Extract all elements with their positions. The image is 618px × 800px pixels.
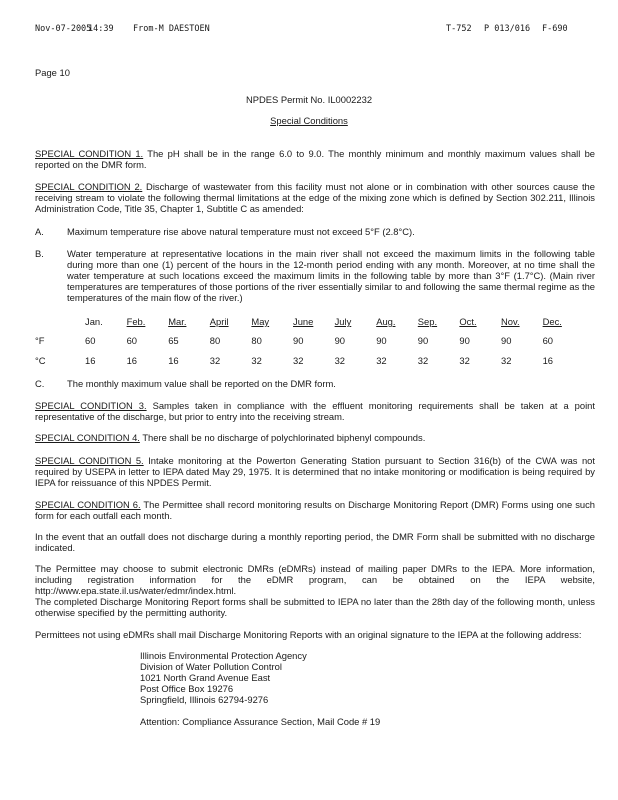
special-condition-1 bbox=[35, 148, 595, 170]
permit-number: NPDES Permit No. IL0002232 bbox=[245, 94, 373, 105]
celsius-value: 32 bbox=[334, 355, 346, 366]
condition-text: Discharge of wastewater from this facility must not alone or in combination with other sources cause the receiving stream to violate the following thermal limitations at the edge of the mixing zone which is defined by Section 302.211, Illinois Administration Code, Title 35, Chapter 1, Subtitle C as amended: bbox=[35, 181, 595, 214]
celsius-value: 32 bbox=[417, 355, 429, 366]
celsius-value: 32 bbox=[501, 355, 512, 366]
fahrenheit-value: 90 bbox=[417, 335, 429, 346]
item-text: Water temperature at representative locations in the main river shall not exceed the maximum limits in the following table during more than one (1) percent of the hours in the 12-month period ending with any month. Moreover, at no time shall the water temperature at such locations exceed the maximum limits in the following table by more than 3°F (1.7°C). (Main river temperatures are temperatures of those portions of the river essentially similar to and following the same thermal regime as the temperatures of the main flow of the river.) bbox=[67, 248, 595, 303]
section-title: Special Conditions bbox=[270, 115, 348, 126]
condition-label: SPECIAL CONDITION 2. bbox=[35, 181, 143, 192]
condition-label: SPECIAL CONDITION 4. bbox=[35, 432, 140, 443]
fahrenheit-value: 65 bbox=[168, 335, 179, 346]
special-condition-3 bbox=[35, 400, 595, 422]
fahrenheit-value: 80 bbox=[251, 335, 262, 346]
condition-label: SPECIAL CONDITION 5. bbox=[35, 455, 144, 466]
fax-date: Nov-07-2005 bbox=[35, 24, 92, 34]
submission-deadline-paragraph: The completed Discharge Monitoring Report forms shall be submitted to IEPA no later than the 28th day of the following month, unless otherwise specified by the permitting authority. bbox=[35, 596, 595, 618]
item-label: B. bbox=[35, 248, 44, 259]
unit-label-fahrenheit: °F bbox=[35, 335, 45, 346]
condition-label: SPECIAL CONDITION 3. bbox=[35, 400, 147, 411]
month-header: July bbox=[334, 316, 352, 327]
month-header: Sep. bbox=[417, 316, 438, 327]
item-label: C. bbox=[35, 378, 45, 389]
condition-text: Samples taken in compliance with the effluent monitoring requirements shall be taken at a point representative of the discharge, but prior to entry into the receiving stream. bbox=[35, 400, 595, 422]
month-header: Feb. bbox=[126, 316, 146, 327]
fahrenheit-value: 60 bbox=[542, 335, 554, 346]
condition-text: The pH shall be in the range 6.0 to 9.0. The monthly minimum and monthly maximum values shall be reported on the DMR form. bbox=[35, 148, 595, 170]
fahrenheit-value: 90 bbox=[334, 335, 346, 346]
address-line: Division of Water Pollution Control bbox=[140, 661, 282, 672]
item-c bbox=[35, 378, 595, 389]
month-header: April bbox=[209, 316, 229, 327]
fahrenheit-value: 90 bbox=[459, 335, 470, 346]
month-header: Oct. bbox=[459, 316, 477, 327]
no-discharge-paragraph: In the event that an outfall does not discharge during a monthly reporting period, the DMR Form shall be submitted with no discharge indicated. bbox=[35, 531, 595, 553]
celsius-value: 32 bbox=[293, 355, 304, 366]
celsius-value: 32 bbox=[376, 355, 387, 366]
celsius-value: 32 bbox=[459, 355, 470, 366]
celsius-value: 32 bbox=[251, 355, 262, 366]
item-a bbox=[35, 226, 595, 237]
month-header: June bbox=[293, 316, 314, 327]
condition-label: SPECIAL CONDITION 6. bbox=[35, 499, 141, 510]
item-text: The monthly maximum value shall be reported on the DMR form. bbox=[67, 378, 336, 389]
fahrenheit-value: 90 bbox=[293, 335, 304, 346]
fahrenheit-value: 60 bbox=[126, 335, 138, 346]
condition-text: There shall be no discharge of polychlorinated biphenyl compounds. bbox=[139, 432, 426, 443]
month-header: Nov. bbox=[501, 316, 520, 327]
month-header: Jan. bbox=[85, 316, 103, 327]
mailing-address bbox=[140, 650, 307, 705]
special-condition-5 bbox=[35, 455, 595, 488]
item-b bbox=[35, 248, 595, 303]
attention-line: Attention: Compliance Assurance Section, Mail Code # 19 bbox=[140, 716, 381, 727]
celsius-value: 32 bbox=[209, 355, 221, 366]
celsius-value: 16 bbox=[85, 355, 96, 366]
fax-time: 14:39 bbox=[88, 24, 114, 34]
fahrenheit-value: 80 bbox=[209, 335, 221, 346]
fahrenheit-value: 90 bbox=[501, 335, 512, 346]
fax-from: From-M DAESTOEN bbox=[133, 24, 210, 34]
condition-label: SPECIAL CONDITION 1. bbox=[35, 148, 144, 159]
condition-text: The Permittee shall record monitoring results on Discharge Monitoring Report (DMR) Forms using one such form for each outfall each month. bbox=[35, 499, 595, 521]
page-number: Page 10 bbox=[35, 67, 70, 78]
address-line: Springfield, Illinois 62794-9276 bbox=[140, 694, 269, 705]
mailing-instruction-paragraph: Permittees not using eDMRs shall mail Discharge Monitoring Reports with an original signature to the IEPA at the following address: bbox=[35, 629, 582, 640]
fax-tx-id: T-752 bbox=[446, 24, 472, 34]
special-condition-4 bbox=[35, 432, 595, 443]
item-text: Maximum temperature rise above natural temperature must not exceed 5°F (2.8°C). bbox=[67, 226, 415, 237]
address-line: Illinois Environmental Protection Agency bbox=[140, 650, 307, 661]
celsius-value: 16 bbox=[542, 355, 554, 366]
address-line: Post Office Box 19276 bbox=[140, 683, 234, 694]
unit-label-celsius: °C bbox=[35, 355, 46, 366]
month-header: Mar. bbox=[168, 316, 187, 327]
special-condition-2 bbox=[35, 181, 595, 214]
fax-f-code: F-690 bbox=[542, 24, 568, 34]
item-label: A. bbox=[35, 226, 44, 237]
special-condition-6 bbox=[35, 499, 595, 521]
address-line: 1021 North Grand Avenue East bbox=[140, 672, 271, 683]
condition-text: Intake monitoring at the Powerton Generating Station pursuant to Section 316(b) of the CWA was not required by USEPA in letter to IEPA dated May 29, 1975. It is determined that no intake monitoring or modification is being required by IEPA for reissuance of this NPDES Permit. bbox=[35, 455, 595, 488]
month-header: Aug. bbox=[376, 316, 396, 327]
fahrenheit-value: 60 bbox=[85, 335, 96, 346]
celsius-value: 16 bbox=[168, 355, 179, 366]
celsius-value: 16 bbox=[126, 355, 138, 366]
fax-page: P 013/016 bbox=[484, 24, 531, 34]
month-header: Dec. bbox=[542, 316, 562, 327]
fahrenheit-value: 90 bbox=[376, 335, 387, 346]
edmr-paragraph: The Permittee may choose to submit electronic DMRs (eDMRs) instead of mailing paper DMRs to the IEPA. More information, including registration information for the eDMR program, can be obtained on the IEPA website, http://www.epa.state.il.us/water/edmr/index.html. bbox=[35, 563, 595, 596]
month-header: May bbox=[251, 316, 270, 327]
